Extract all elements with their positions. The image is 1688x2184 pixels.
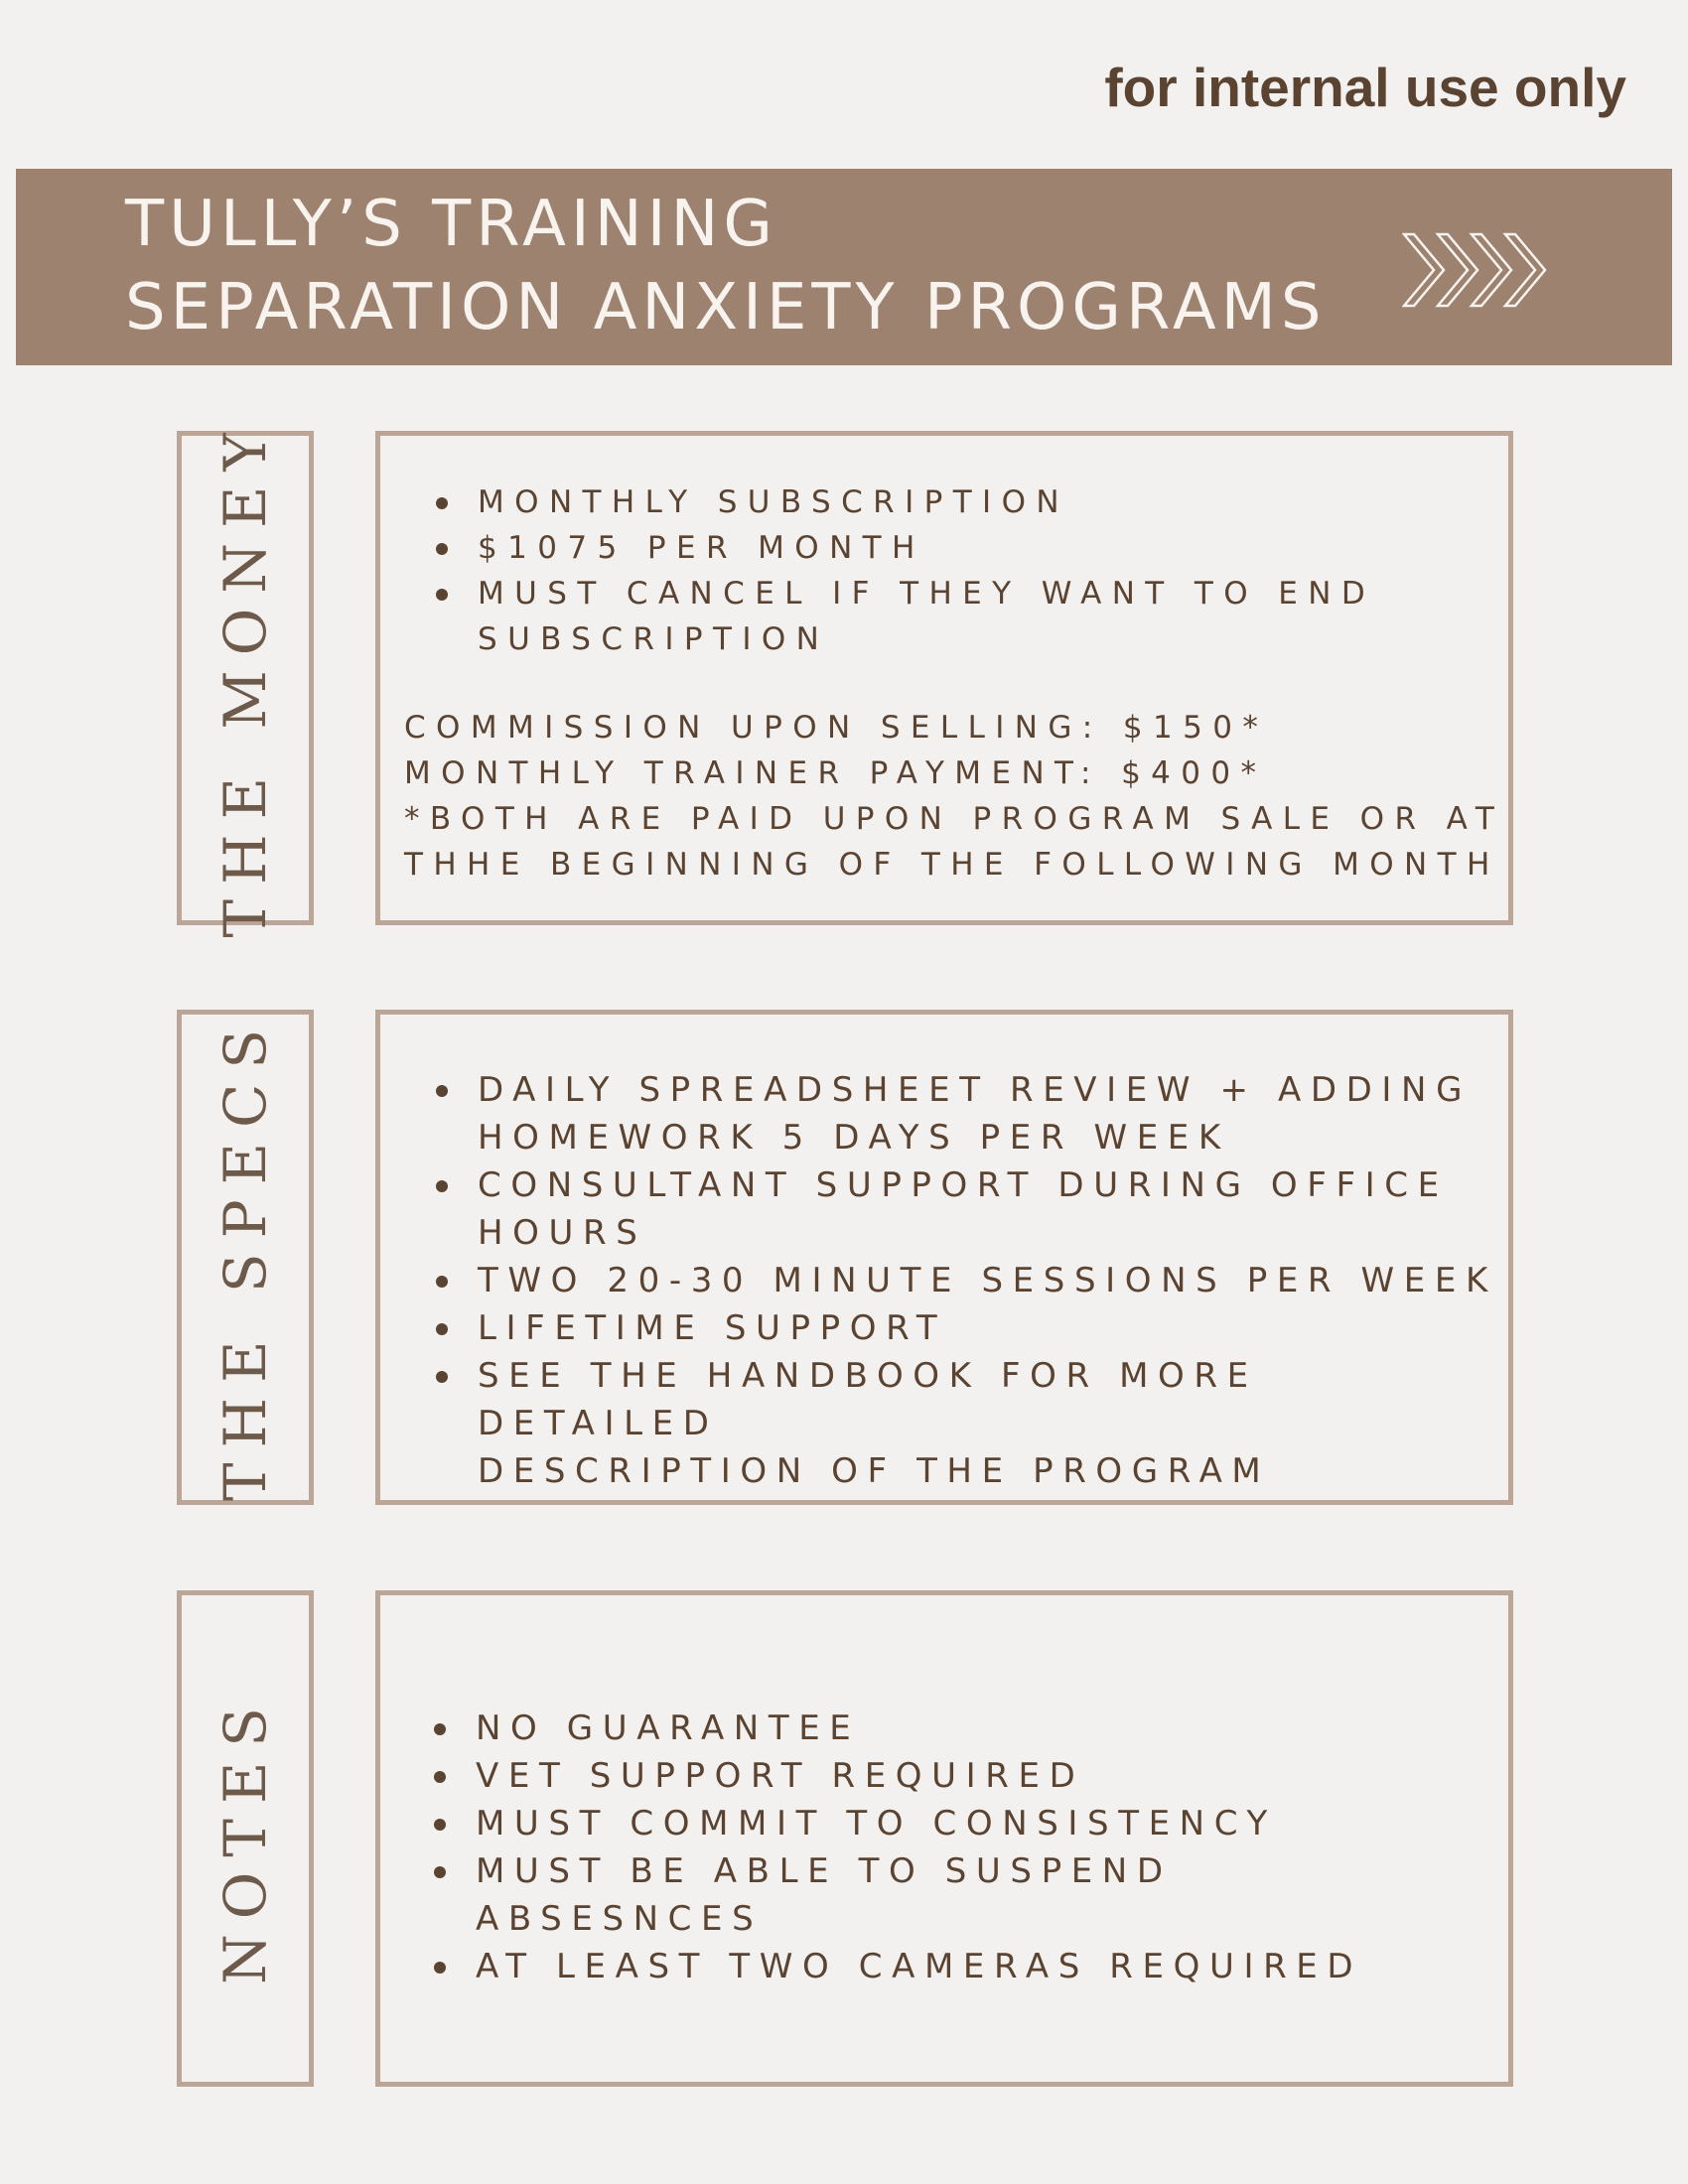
list-item-line: DESCRIPTION OF THE PROGRAM: [478, 1451, 1271, 1491]
payment-notes: [404, 705, 1506, 887]
money-section-label: THE MONEY: [211, 418, 279, 938]
money-label-box: [177, 418, 314, 938]
chevrons-right-icon: [1402, 228, 1561, 312]
list-item: MUST COMMIT TO CONSISTENCY: [422, 1800, 1475, 1847]
title-line-2: SEPARATION ANXIETY PROGRAMS: [125, 271, 1327, 344]
specs-list: [424, 1066, 1516, 1495]
notes-list: [422, 1705, 1475, 1990]
money-list: [424, 479, 1477, 662]
list-item-line: TWO 20-30 MINUTE SESSIONS PER WEEK: [478, 1261, 1497, 1300]
notes-section-label: NOTES: [211, 1692, 279, 1985]
specs-content-box: [375, 1010, 1513, 1505]
list-item: NO GUARANTEE: [422, 1705, 1475, 1752]
list-item: [424, 1304, 1516, 1352]
payment-timing-note-cont: THHE BEGINNING OF THE FOLLOWING MONTH: [404, 847, 1500, 883]
notes-content-box: [375, 1590, 1513, 2087]
title-line-1: TULLY’S TRAINING: [125, 188, 777, 261]
list-item: [424, 1066, 1516, 1161]
page-title: [125, 183, 1326, 349]
list-item: MONTHLY SUBSCRIPTION: [424, 479, 1477, 525]
commission-note: COMMISSION UPON SELLING: $150*: [404, 710, 1269, 746]
list-item-line: LIFETIME SUPPORT: [478, 1308, 947, 1348]
list-item: AT LEAST TWO CAMERAS REQUIRED: [422, 1943, 1475, 1990]
internal-use-note: for internal use only: [1104, 57, 1626, 118]
specs-label-box: [177, 1010, 314, 1505]
list-item: [424, 1257, 1516, 1304]
list-item: [424, 1161, 1516, 1257]
list-item: MUST CANCEL IF THEY WANT TO END SUBSCRIPTION: [424, 571, 1477, 662]
list-item-line: CONSULTANT SUPPORT DURING OFFICE: [478, 1165, 1449, 1205]
notes-label-box: [177, 1590, 314, 2087]
list-item: [424, 1352, 1516, 1495]
title-banner: [16, 169, 1672, 365]
list-item: VET SUPPORT REQUIRED: [422, 1752, 1475, 1800]
list-item-line: SEE THE HANDBOOK FOR MORE DETAILED: [478, 1356, 1258, 1443]
list-item: MUST BE ABLE TO SUSPEND ABSESNCES: [422, 1847, 1475, 1943]
payment-timing-note: *BOTH ARE PAID UPON PROGRAM SALE OR AT: [404, 801, 1505, 837]
list-item-line: DAILY SPREADSHEET REVIEW + ADDING: [478, 1070, 1473, 1110]
money-content-box: [375, 431, 1513, 925]
specs-section-label: THE SPECS: [211, 1014, 279, 1501]
list-item-line: HOURS: [478, 1213, 647, 1253]
list-item: $1075 PER MONTH: [424, 525, 1477, 571]
list-item-line: HOMEWORK 5 DAYS PER WEEK: [478, 1118, 1230, 1158]
trainer-payment-note: MONTHLY TRAINER PAYMENT: $400*: [404, 755, 1267, 791]
